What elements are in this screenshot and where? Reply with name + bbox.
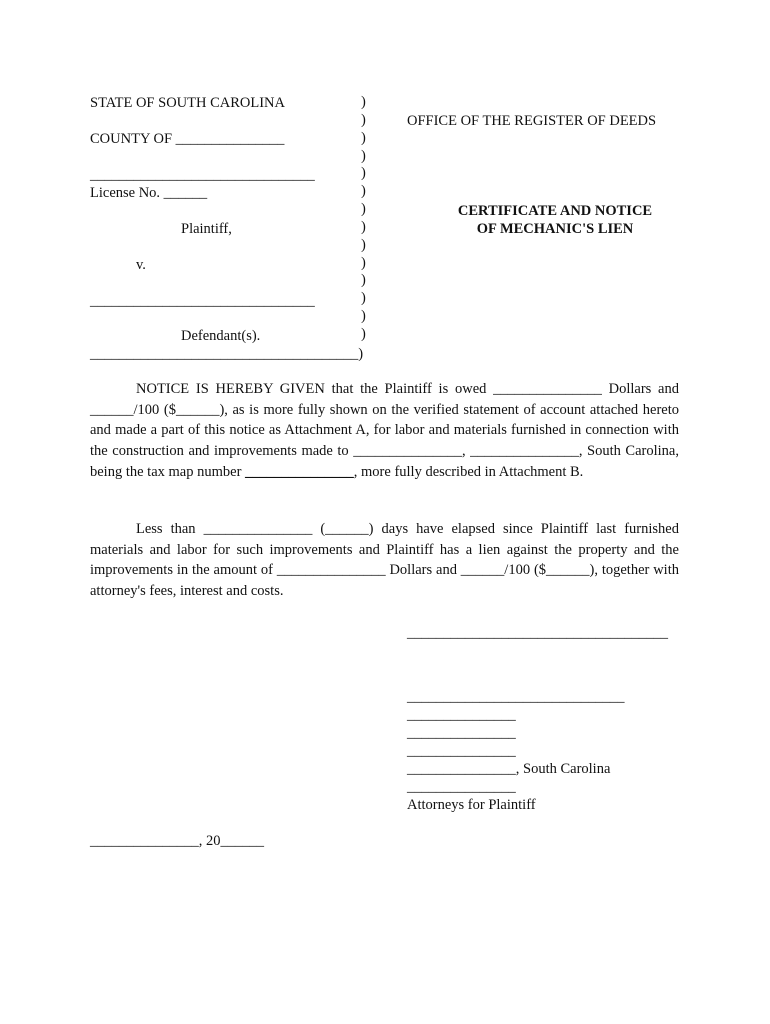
- license-number-line: License No. ______: [90, 185, 208, 201]
- address-line-2: _______________: [407, 725, 516, 741]
- county-line: COUNTY OF _______________: [90, 131, 285, 147]
- notice-text-b: , more fully described in Attachment B.: [353, 463, 584, 480]
- notice-paragraph: [90, 379, 679, 483]
- date-line: _______________, 20______: [90, 833, 264, 849]
- office-heading: OFFICE OF THE REGISTER OF DEEDS: [407, 113, 657, 129]
- versus-label: v.: [136, 257, 146, 273]
- signature-line: ____________________________________: [407, 625, 668, 641]
- address-city-state-line: _______________, South Carolina: [407, 761, 611, 777]
- caption-divider-parens: ) ) ) ) ) ) ) ) ) ) ) ) ) ): [361, 94, 366, 342]
- tax-map-number-blank: _______________: [245, 463, 354, 480]
- address-line-3: _______________: [407, 743, 516, 759]
- document-title: [430, 202, 680, 238]
- caption-bottom-line: _____________________________________): [90, 346, 364, 362]
- address-line-5: _______________: [407, 779, 516, 795]
- plaintiff-label: Plaintiff,: [181, 221, 232, 237]
- lien-paragraph: [90, 519, 679, 602]
- attorney-name-line: ______________________________: [407, 689, 625, 705]
- title-line-1: CERTIFICATE AND NOTICE: [457, 203, 653, 219]
- attorneys-for-plaintiff-label: Attorneys for Plaintiff: [407, 797, 536, 813]
- defendants-label: Defendant(s).: [181, 328, 261, 344]
- title-line-2: OF MECHANIC'S LIEN: [476, 221, 634, 237]
- lien-text: Less than _______________ (______) days have elapsed since Plaintiff last furnished materials and labor for such improvements and Plaintiff has a lien against the property and the improvements in the amount of _______________ Dollars and ______/100 ($______), together with attorney's fees, interest and costs.: [90, 521, 679, 600]
- state-heading: STATE OF SOUTH CAROLINA: [90, 95, 285, 111]
- notice-text-a: NOTICE IS HEREBY GIVEN that the Plaintiff is owed _______________ Dollars and ______/100 ($______), as is more fully shown on the verified statement of account attached hereto and made a part of this notice as Attachment A, for labor and materials furnished in connection with the construction and improvements made to _______________, _______________, South Carolina, being the tax map number: [90, 381, 679, 480]
- defendant-name-blank: _______________________________: [90, 293, 315, 309]
- plaintiff-name-blank: _______________________________: [90, 167, 315, 183]
- address-line-1: _______________: [407, 707, 516, 723]
